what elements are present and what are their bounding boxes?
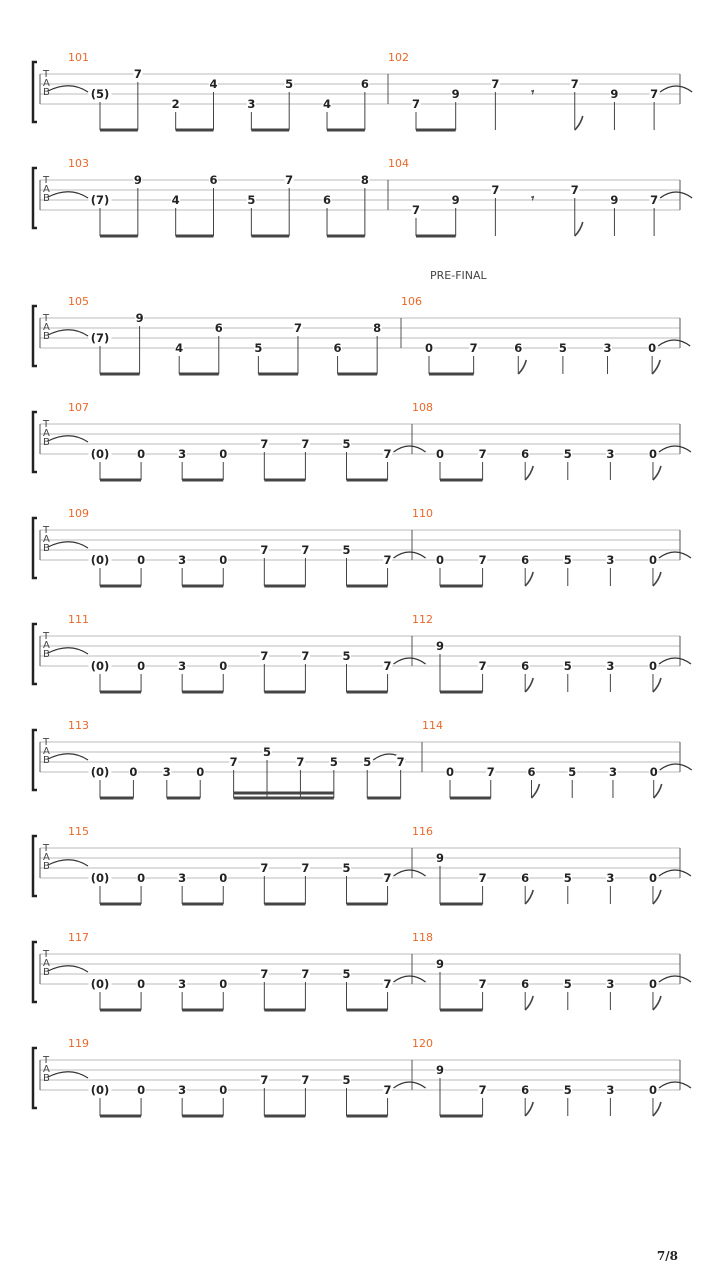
fret-number: 7 xyxy=(383,871,392,885)
tab-clef-letter: A xyxy=(43,534,50,545)
system-bracket xyxy=(33,62,37,122)
fret-number: 6 xyxy=(323,193,332,207)
note-flag xyxy=(653,678,661,692)
fret-number: 9 xyxy=(435,639,445,653)
fret-number: 7 xyxy=(296,755,305,769)
fret-number: 7 xyxy=(133,67,142,81)
fret-number: 0 xyxy=(424,341,434,355)
measure-number: 106 xyxy=(401,295,422,308)
fret-number: 3 xyxy=(178,447,187,461)
fret-number: 5 xyxy=(342,967,351,981)
note-flag xyxy=(652,360,660,374)
fret-number: 0 xyxy=(648,447,657,461)
fret-number: 7 xyxy=(570,77,579,91)
fret-number: 4 xyxy=(209,77,218,91)
tab-clef-letter: A xyxy=(43,958,50,969)
fret-number: 7 xyxy=(383,447,392,461)
note-flag xyxy=(653,996,661,1010)
fret-number: 9 xyxy=(133,173,142,187)
system-bracket xyxy=(33,836,37,896)
tie-arc xyxy=(48,860,88,866)
fret-number: 0 xyxy=(137,977,146,991)
tab-clef-letter: B xyxy=(43,967,50,978)
tie-arc xyxy=(48,192,88,198)
fret-number: 7 xyxy=(260,1073,269,1087)
note-flag xyxy=(653,1102,661,1116)
tab-system xyxy=(33,51,692,130)
note-flag xyxy=(518,360,526,374)
fret-number: 5 xyxy=(342,1073,351,1087)
fret-number: 6 xyxy=(521,659,530,673)
fret-number: 0 xyxy=(219,553,228,567)
fret-number: 4 xyxy=(171,193,180,207)
fret-number: 5 xyxy=(563,871,572,885)
tie-arc xyxy=(659,658,691,664)
fret-number: 0 xyxy=(137,871,146,885)
fret-number: 5 xyxy=(342,861,351,875)
measure-number: 105 xyxy=(68,295,89,308)
measure-number: 115 xyxy=(68,825,89,838)
fret-number: 7 xyxy=(478,977,487,991)
system-bracket xyxy=(33,168,37,228)
fret-number: 7 xyxy=(478,553,487,567)
tie-arc xyxy=(48,436,88,442)
fret-number: 5 xyxy=(563,553,572,567)
fret-number: 3 xyxy=(247,97,256,111)
tab-clef-letter: B xyxy=(43,331,50,342)
fret-number: 0 xyxy=(219,977,228,991)
fret-number: (5) xyxy=(90,87,110,101)
tab-clef-letter: B xyxy=(43,1073,50,1084)
fret-number: 7 xyxy=(293,321,302,335)
fret-number: 5 xyxy=(563,1083,572,1097)
fret-number: 7 xyxy=(260,437,269,451)
tab-clef-letter: A xyxy=(43,852,50,863)
fret-number: 0 xyxy=(649,765,658,779)
fret-number: 0 xyxy=(648,871,657,885)
measure-number: 113 xyxy=(68,719,89,732)
note-flag xyxy=(525,678,533,692)
measure-number: 114 xyxy=(422,719,443,732)
tab-clef-letter: B xyxy=(43,87,50,98)
measure-number: 102 xyxy=(388,51,409,64)
fret-number: 7 xyxy=(301,967,310,981)
note-flag xyxy=(525,996,533,1010)
fret-number: 0 xyxy=(137,553,146,567)
fret-number: (7) xyxy=(90,331,110,345)
fret-number: 6 xyxy=(333,341,342,355)
measure-number: 120 xyxy=(412,1037,433,1050)
fret-number: 9 xyxy=(135,311,144,325)
note-flag xyxy=(525,890,533,904)
measure-number: 112 xyxy=(412,613,433,626)
measure-number: 118 xyxy=(412,931,433,944)
system-bracket xyxy=(33,1048,37,1108)
note-flag xyxy=(653,466,661,480)
rest-symbol: 𝄾 xyxy=(531,191,535,205)
fret-number: (0) xyxy=(90,765,110,779)
tab-clef-letter: A xyxy=(43,746,50,757)
fret-number: 7 xyxy=(301,437,310,451)
fret-number: 0 xyxy=(648,341,657,355)
fret-number: 9 xyxy=(610,193,619,207)
tab-clef-letter: B xyxy=(43,649,50,660)
tab-clef-letter: B xyxy=(43,193,50,204)
tab-clef-letter: T xyxy=(43,313,50,324)
tab-system xyxy=(33,613,691,692)
tab-clef-letter: B xyxy=(43,543,50,554)
fret-number: 7 xyxy=(260,649,269,663)
measure-number: 104 xyxy=(388,157,409,170)
measure-number: 103 xyxy=(68,157,89,170)
fret-number: 3 xyxy=(606,447,615,461)
fret-number: 5 xyxy=(342,543,351,557)
fret-number: 7 xyxy=(260,543,269,557)
tie-arc xyxy=(394,1082,426,1088)
tie-arc xyxy=(659,552,691,558)
tab-clef-letter: T xyxy=(43,737,50,748)
fret-number: 0 xyxy=(648,1083,657,1097)
tab-system xyxy=(33,931,691,1010)
system-bracket xyxy=(33,730,37,790)
fret-number: 7 xyxy=(301,1073,310,1087)
fret-number: 7 xyxy=(383,977,392,991)
fret-number: (0) xyxy=(90,1083,110,1097)
fret-number: 5 xyxy=(329,755,338,769)
measure-number: 101 xyxy=(68,51,89,64)
fret-number: 2 xyxy=(171,97,180,111)
fret-number: 3 xyxy=(178,871,187,885)
tie-arc xyxy=(660,86,692,92)
fret-number: 6 xyxy=(214,321,223,335)
fret-number: 7 xyxy=(285,173,294,187)
note-flag xyxy=(531,784,539,798)
measure-number: 109 xyxy=(68,507,89,520)
fret-number: (0) xyxy=(90,659,110,673)
tab-clef-letter: T xyxy=(43,69,50,80)
tie-arc xyxy=(48,754,88,760)
system-bracket xyxy=(33,518,37,578)
fret-number: 3 xyxy=(162,765,171,779)
measure-number: 111 xyxy=(68,613,89,626)
fret-number: 3 xyxy=(606,977,615,991)
tab-system xyxy=(33,719,692,798)
fret-number: 7 xyxy=(383,553,392,567)
fret-number: 3 xyxy=(178,659,187,673)
fret-number: 9 xyxy=(435,851,445,865)
tie-arc xyxy=(394,446,426,452)
tie-arc xyxy=(394,870,426,876)
measure-number: 108 xyxy=(412,401,433,414)
fret-number: 5 xyxy=(254,341,263,355)
note-flag xyxy=(653,572,661,586)
fret-number: (0) xyxy=(90,447,110,461)
fret-number: (0) xyxy=(90,871,110,885)
tab-clef-letter: T xyxy=(43,631,50,642)
note-flag xyxy=(654,784,662,798)
fret-number: 3 xyxy=(608,765,617,779)
tab-clef-letter: A xyxy=(43,428,50,439)
note-flag xyxy=(575,116,583,130)
fret-number: 6 xyxy=(521,1083,530,1097)
fret-number: 0 xyxy=(219,447,228,461)
tie-arc xyxy=(660,192,692,198)
tab-clef-letter: B xyxy=(43,437,50,448)
fret-number: 6 xyxy=(521,977,530,991)
note-flag xyxy=(653,890,661,904)
fret-number: 0 xyxy=(137,1083,146,1097)
fret-number: 0 xyxy=(196,765,205,779)
fret-number: 7 xyxy=(469,341,478,355)
fret-number: 7 xyxy=(260,967,269,981)
fret-number: 0 xyxy=(648,977,657,991)
tie-arc xyxy=(48,1072,88,1078)
fret-number: 5 xyxy=(247,193,256,207)
page-number: 7/8 xyxy=(656,1249,678,1263)
note-flag xyxy=(525,1102,533,1116)
tab-system xyxy=(33,269,690,374)
system-bracket xyxy=(33,942,37,1002)
tab-clef-letter: A xyxy=(43,640,50,651)
fret-number: 3 xyxy=(606,871,615,885)
note-flag xyxy=(525,466,533,480)
fret-number: 0 xyxy=(219,659,228,673)
fret-number: 0 xyxy=(219,871,228,885)
tab-system xyxy=(33,825,691,904)
system-bracket xyxy=(33,306,37,366)
fret-number: 0 xyxy=(137,659,146,673)
fret-number: 9 xyxy=(451,87,460,101)
fret-number: 7 xyxy=(383,659,392,673)
fret-number: 7 xyxy=(478,447,487,461)
fret-number: 7 xyxy=(650,87,659,101)
tab-clef-letter: T xyxy=(43,1055,50,1066)
fret-number: 6 xyxy=(527,765,536,779)
fret-number: 6 xyxy=(521,871,530,885)
fret-number: 0 xyxy=(648,553,657,567)
tab-clef-letter: A xyxy=(43,1064,50,1075)
tie-arc xyxy=(659,870,691,876)
tie-arc xyxy=(659,446,691,452)
rest-symbol: 𝄾 xyxy=(531,85,535,99)
fret-number: (0) xyxy=(90,553,110,567)
fret-number: 5 xyxy=(563,659,572,673)
fret-number: 8 xyxy=(373,321,382,335)
fret-number: 0 xyxy=(137,447,146,461)
tab-clef-letter: A xyxy=(43,78,50,89)
fret-number: 7 xyxy=(383,1083,392,1097)
tie-arc xyxy=(394,658,426,664)
fret-number: 0 xyxy=(648,659,657,673)
fret-number: 5 xyxy=(563,447,572,461)
fret-number: 7 xyxy=(570,183,579,197)
fret-number: 7 xyxy=(301,543,310,557)
tab-clef-letter: T xyxy=(43,419,50,430)
fret-number: 7 xyxy=(478,871,487,885)
fret-number: 5 xyxy=(568,765,577,779)
fret-number: 7 xyxy=(491,77,500,91)
fret-number: 3 xyxy=(178,553,187,567)
fret-number: 7 xyxy=(411,203,421,217)
measure-number: 119 xyxy=(68,1037,89,1050)
fret-number: 7 xyxy=(301,861,310,875)
tie-arc xyxy=(659,976,691,982)
fret-number: 5 xyxy=(285,77,294,91)
fret-number: 0 xyxy=(435,447,445,461)
system-bracket xyxy=(33,412,37,472)
tie-arc xyxy=(660,764,692,770)
tab-clef-letter: A xyxy=(43,322,50,333)
tie-arc xyxy=(48,966,88,972)
fret-number: 0 xyxy=(445,765,455,779)
fret-number: 6 xyxy=(521,553,530,567)
fret-number: 5 xyxy=(342,437,351,451)
fret-number: 0 xyxy=(129,765,138,779)
fret-number: 7 xyxy=(650,193,659,207)
tie-arc xyxy=(48,648,88,654)
fret-number: 0 xyxy=(435,553,445,567)
fret-number: 3 xyxy=(606,659,615,673)
measure-number: 116 xyxy=(412,825,433,838)
fret-number: 7 xyxy=(478,659,487,673)
tab-clef-letter: B xyxy=(43,861,50,872)
measure-number: 107 xyxy=(68,401,89,414)
fret-number: 3 xyxy=(178,1083,187,1097)
tab-clef-letter: T xyxy=(43,525,50,536)
tie-arc xyxy=(394,976,426,982)
fret-number: 7 xyxy=(478,1083,487,1097)
tie-arc xyxy=(48,542,88,548)
fret-number: 5 xyxy=(363,755,372,769)
fret-number: 7 xyxy=(491,183,500,197)
fret-number: 6 xyxy=(514,341,523,355)
fret-number: (0) xyxy=(90,977,110,991)
tie-arc xyxy=(394,552,426,558)
fret-number: 7 xyxy=(301,649,310,663)
tab-system xyxy=(33,507,691,586)
fret-number: 4 xyxy=(323,97,332,111)
tab-clef-letter: T xyxy=(43,843,50,854)
fret-number: 8 xyxy=(360,173,369,187)
section-label: PRE-FINAL xyxy=(430,269,487,282)
fret-number: 7 xyxy=(411,97,421,111)
fret-number: 3 xyxy=(606,1083,615,1097)
fret-number: 5 xyxy=(263,745,272,759)
tab-clef-letter: A xyxy=(43,184,50,195)
note-flag xyxy=(575,222,583,236)
fret-number: 0 xyxy=(219,1083,228,1097)
fret-number: 6 xyxy=(521,447,530,461)
tab-system xyxy=(33,157,692,236)
fret-number: 9 xyxy=(610,87,619,101)
fret-number: 5 xyxy=(563,977,572,991)
tie-arc xyxy=(659,1082,691,1088)
fret-number: 7 xyxy=(260,861,269,875)
fret-number: 7 xyxy=(486,765,495,779)
fret-number: 5 xyxy=(342,649,351,663)
measure-number: 110 xyxy=(412,507,433,520)
fret-number: 9 xyxy=(435,957,445,971)
fret-number: (7) xyxy=(90,193,110,207)
tie-arc xyxy=(48,330,88,336)
system-bracket xyxy=(33,624,37,684)
fret-number: 9 xyxy=(451,193,460,207)
fret-number: 4 xyxy=(175,341,184,355)
fret-number: 7 xyxy=(229,755,238,769)
tie-arc xyxy=(658,340,690,346)
fret-number: 3 xyxy=(606,553,615,567)
fret-number: 6 xyxy=(209,173,218,187)
note-flag xyxy=(525,572,533,586)
tab-system xyxy=(33,1037,691,1116)
fret-number: 9 xyxy=(435,1063,445,1077)
tab-clef-letter: B xyxy=(43,755,50,766)
tab-system xyxy=(33,401,691,480)
fret-number: 7 xyxy=(396,755,405,769)
tie-arc xyxy=(48,86,88,92)
fret-number: 3 xyxy=(178,977,187,991)
fret-number: 3 xyxy=(603,341,612,355)
measure-number: 117 xyxy=(68,931,89,944)
fret-number: 6 xyxy=(360,77,369,91)
tab-clef-letter: T xyxy=(43,949,50,960)
fret-number: 5 xyxy=(558,341,567,355)
tab-clef-letter: T xyxy=(43,175,50,186)
